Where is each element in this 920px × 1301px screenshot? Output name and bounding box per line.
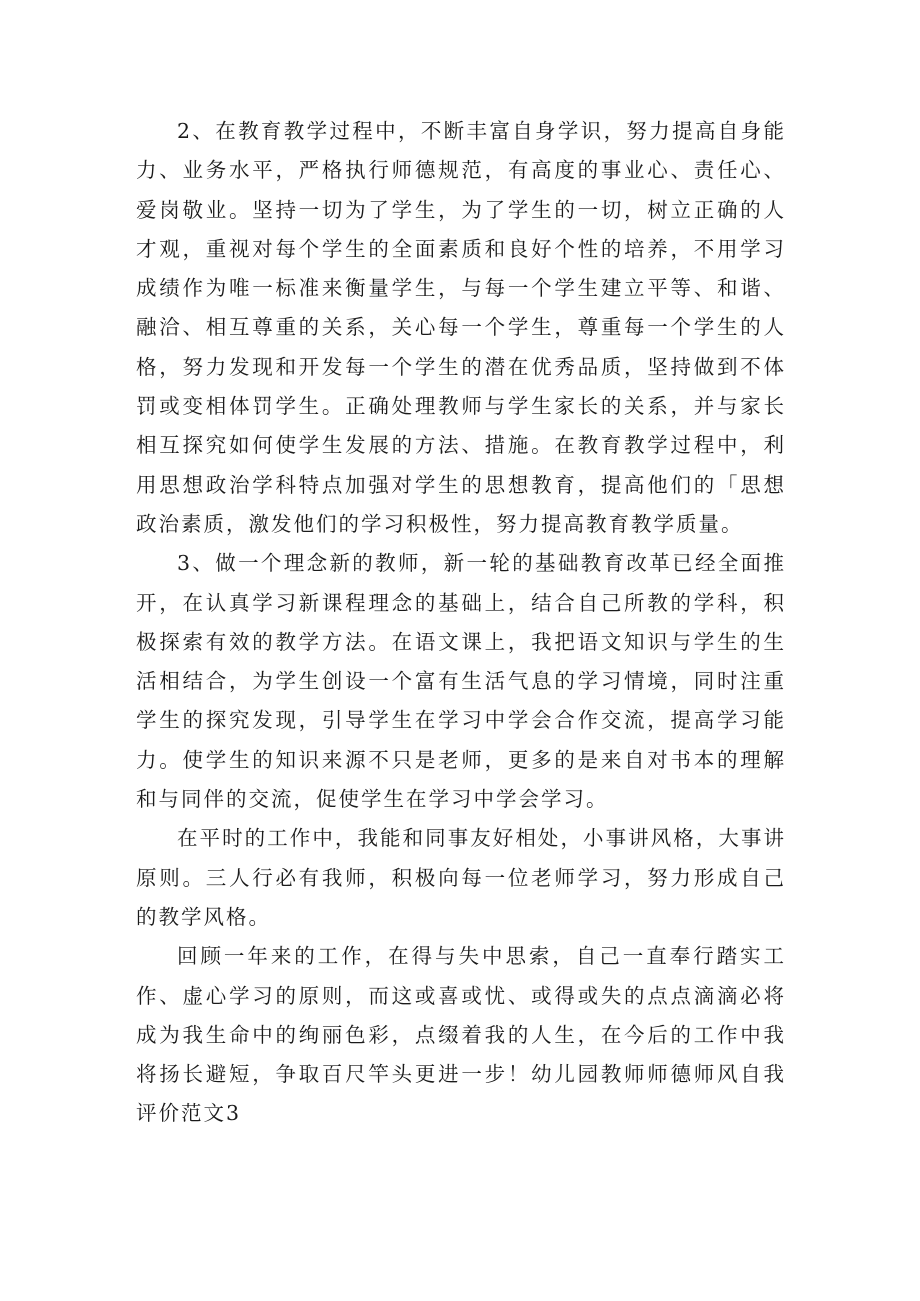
paragraph-colleagues: 在平时的工作中，我能和同事友好相处，小事讲风格，大事讲原则。三人行必有我师，积极向每一位老师学习，努力形成自己的教学风格。	[136, 826, 786, 929]
paragraph-item-2: 2、在教育教学过程中，不断丰富自身学识，努力提高自身能力、业务水平，严格执行师德规范，有高度的事业心、责任心、爱岗敬业。坚持一切为了学生，为了学生的一切，树立正确的人才观，重视对每个学生的全面素质和良好个性的培养，不用学习成绩作为唯一标准来衡量学生，与每一个学生建立平等、和谐、融洽、相互尊重的关系，关心每一个学生，尊重每一个学生的人格，努力发现和开发每一个学生的潜在优秀品质，坚持做到不体罚或变相体罚学生。正确处理教师与学生家长的关系，并与家长相互探究如何使学生发展的方法、措施。在教育教学过程中，利用思想政治学科特点加强对学生的思想教育，提高他们的「思想政治素质，激发他们的学习积极性，努力提高教育教学质量。	[136, 119, 786, 536]
paragraph-item-3: 3、做一个理念新的教师，新一轮的基础教育改革已经全面推开，在认真学习新课程理念的基础上，结合自己所教的学科，积极探索有效的教学方法。在语文课上，我把语文知识与学生的生活相结合，为学生创设一个富有生活气息的学习情境，同时注重学生的探究发现，引导学生在学习中学会合作交流，提高学习能力。使学生的知识来源不只是老师，更多的是来自对书本的理解和与同伴的交流，促使学生在学习中学会学习。	[136, 551, 786, 812]
document-body	[136, 112, 786, 1134]
paragraph-review: 回顾一年来的工作，在得与失中思索，自己一直奉行踏实工作、虚心学习的原则，而这或喜或忧、或得或失的点点滴滴必将成为我生命中的绚丽色彩，点缀着我的人生，在今后的工作中我将扬长避短，争取百尺竿头更进一步！幼儿园教师师德师风自我评价范文3	[136, 944, 786, 1126]
